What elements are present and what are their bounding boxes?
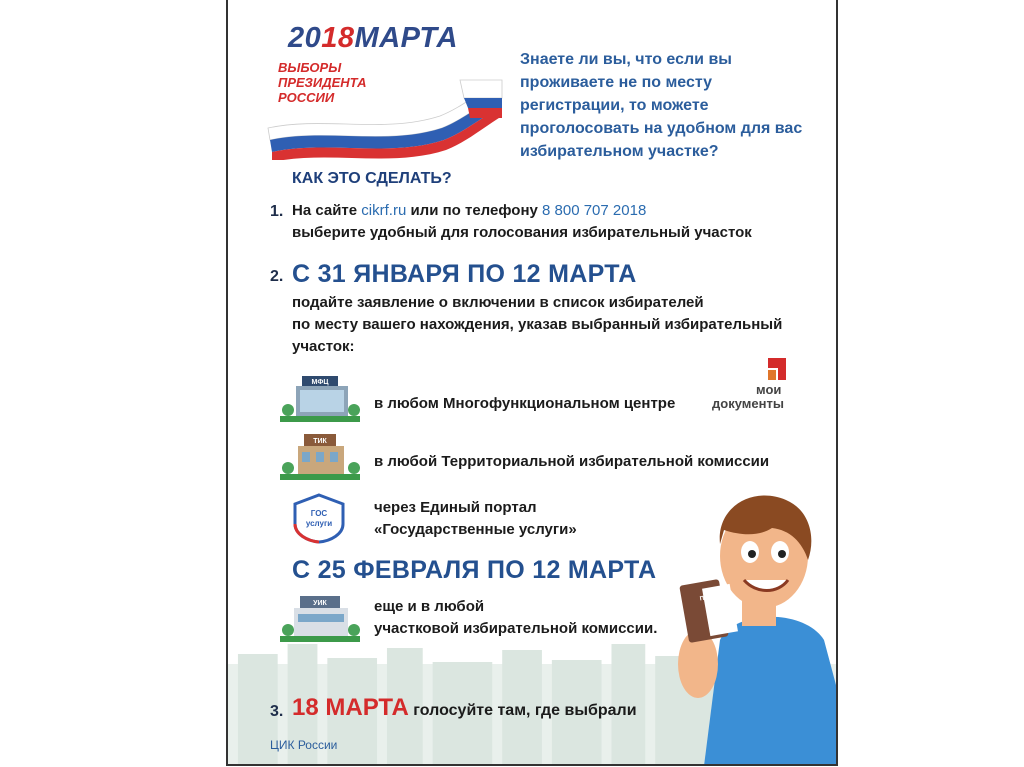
step-2-text [292,292,832,358]
gos-label: ГОС [310,509,328,518]
option-uik-text [374,596,657,640]
uik-building-icon [280,592,360,642]
gosuslugi-line-1: через Единый портал [374,499,537,516]
uik-line-2: участковой избирательной комиссии. [374,620,658,637]
title-line-3: РОССИИ [278,90,335,105]
option-mfc-text: в любом Многофункциональном центре [374,395,676,412]
step-1-line-2: выберите удобный для голосования избирательный участок [292,224,752,241]
gosuslugi-line-2: «Государственные услуги» [374,521,577,538]
election-poster [226,0,838,766]
step-1-number: 1. [270,203,284,220]
tik-icon-label: ТИК [313,438,327,445]
step-2-number: 2. [270,268,284,285]
step-3-text [292,694,637,722]
phone-link[interactable]: 8 800 707 2018 [542,202,647,219]
step-3-instruction: голосуйте там, где выбрали [408,702,637,719]
logo-line-2: документы [712,396,784,411]
step-1-text [292,200,832,244]
moi-dokumenty-icon [764,356,790,382]
step-1-prefix: На сайте [292,202,362,219]
passport-label: ПАСПОРТ [699,591,730,603]
mfc-building-icon [280,372,360,422]
footer-cik: ЦИК России [270,738,338,752]
gosuslugi-icon [290,492,348,544]
uik-line-1: еще и в любой [374,598,485,615]
step-2-date-range: С 31 ЯНВАРЯ ПО 12 МАРТА [292,260,637,288]
intro-question: Знаете ли вы, что если вы проживаете не по месту регистрации, то можете проголосовать на удобном для вас избирательном участке? [520,51,803,160]
step-2-line-3: участок: [292,338,355,355]
date-year-highlight: 18 [321,22,355,54]
tik-building-icon [280,430,360,480]
date-month: МАРТА [354,22,458,54]
uik-icon-label: УИК [313,600,327,607]
person-with-passport-illustration [664,490,838,766]
logo-line-1: мои [756,382,782,397]
title-line-2: ПРЕЗИДЕНТА [278,75,367,90]
step-3-number: 3. [270,703,284,720]
russian-flag-ribbon-icon [264,76,504,160]
step-2-line-2: по месту вашего нахождения, указав выбранный избирательный [292,316,783,333]
uslugi-label: услуги [305,519,333,528]
date-year-prefix: 20 [288,22,322,54]
step-3-date: 18 МАРТА [292,694,409,721]
how-to-heading: КАК ЭТО СДЕЛАТЬ? [292,170,452,187]
step-1-middle: или по телефону [406,202,543,219]
mfc-icon-label: МФЦ [311,379,329,386]
election-date-logo [288,22,458,55]
step-2-line-1: подайте заявление о включении в список избирателей [292,294,704,311]
option-tik-text-main: в любой Территориальной избирательной комиссии [374,453,770,470]
cikrf-link[interactable]: cikrf.ru [361,202,407,219]
moi-dokumenty-logo [712,356,802,416]
option-gosuslugi-text [374,497,577,541]
step-2-date-range-2: С 25 ФЕВРАЛЯ ПО 12 МАРТА [292,556,657,584]
title-line-1: ВЫБОРЫ [278,60,342,75]
